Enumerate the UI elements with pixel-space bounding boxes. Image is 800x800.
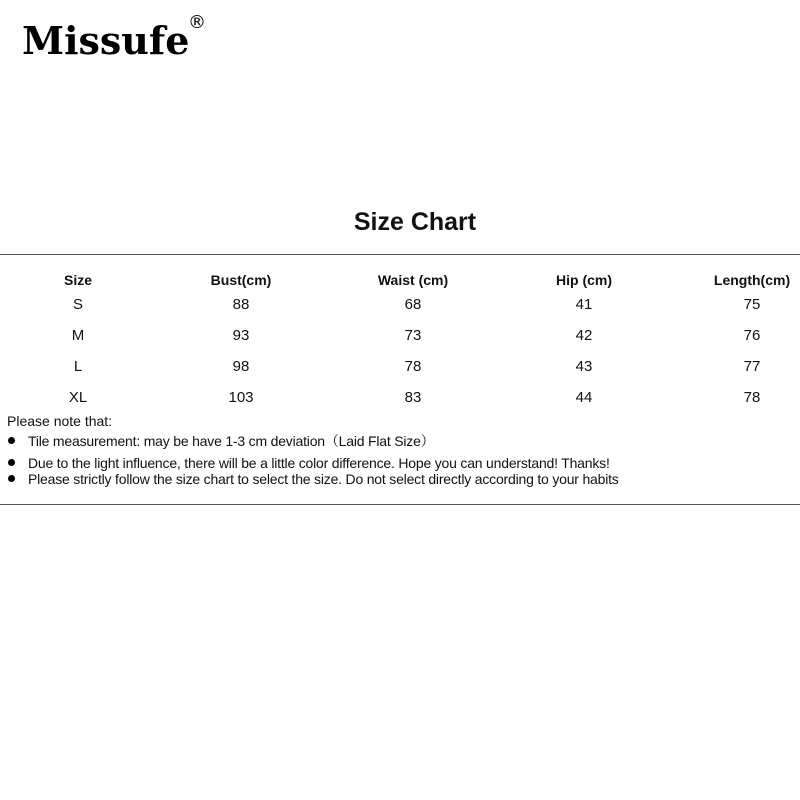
top-divider xyxy=(0,254,800,255)
table-cell: 88 xyxy=(232,296,250,313)
bullet-icon xyxy=(8,475,15,482)
table-cell: 103 xyxy=(228,389,254,406)
note-text: Please strictly follow the size chart to select the size. Do not select directly according to your habits xyxy=(28,471,619,487)
brand-name: Missufe xyxy=(22,18,190,63)
table-cell: S xyxy=(72,296,84,313)
table-cell: 42 xyxy=(575,327,593,344)
table-cell: 44 xyxy=(575,389,593,406)
table-cell: 77 xyxy=(743,358,761,375)
table-cell: 78 xyxy=(404,358,422,375)
notes-title: Please note that: xyxy=(7,413,113,429)
table-cell: 76 xyxy=(743,327,761,344)
bullet-icon xyxy=(8,437,15,444)
table-cell: 73 xyxy=(404,327,422,344)
page-title: Size Chart xyxy=(353,208,477,236)
bottom-divider xyxy=(0,504,800,505)
note-text: Tile measurement: may be have 1-3 cm deviation（Laid Flat Size） xyxy=(28,433,435,449)
table-cell: M xyxy=(71,327,85,344)
table-header-length: Length(cm) xyxy=(713,272,791,288)
table-cell: 68 xyxy=(404,296,422,313)
table-cell: 83 xyxy=(404,389,422,406)
bullet-icon xyxy=(8,459,15,466)
table-cell: L xyxy=(73,358,83,375)
table-cell: 75 xyxy=(743,296,761,313)
table-header-size: Size xyxy=(63,272,93,288)
table-cell: XL xyxy=(68,389,88,406)
table-header-bust: Bust(cm) xyxy=(210,272,272,288)
table-header-waist: Waist (cm) xyxy=(377,272,449,288)
note-text: Due to the light influence, there will be a little color difference. Hope you can understand! Thanks! xyxy=(28,455,610,471)
table-cell: 93 xyxy=(232,327,250,344)
table-cell: 43 xyxy=(575,358,593,375)
registered-trademark-icon: ® xyxy=(188,12,206,33)
table-cell: 78 xyxy=(743,389,761,406)
table-cell: 41 xyxy=(575,296,593,313)
table-header-hip: Hip (cm) xyxy=(556,272,612,288)
table-cell: 98 xyxy=(232,358,250,375)
